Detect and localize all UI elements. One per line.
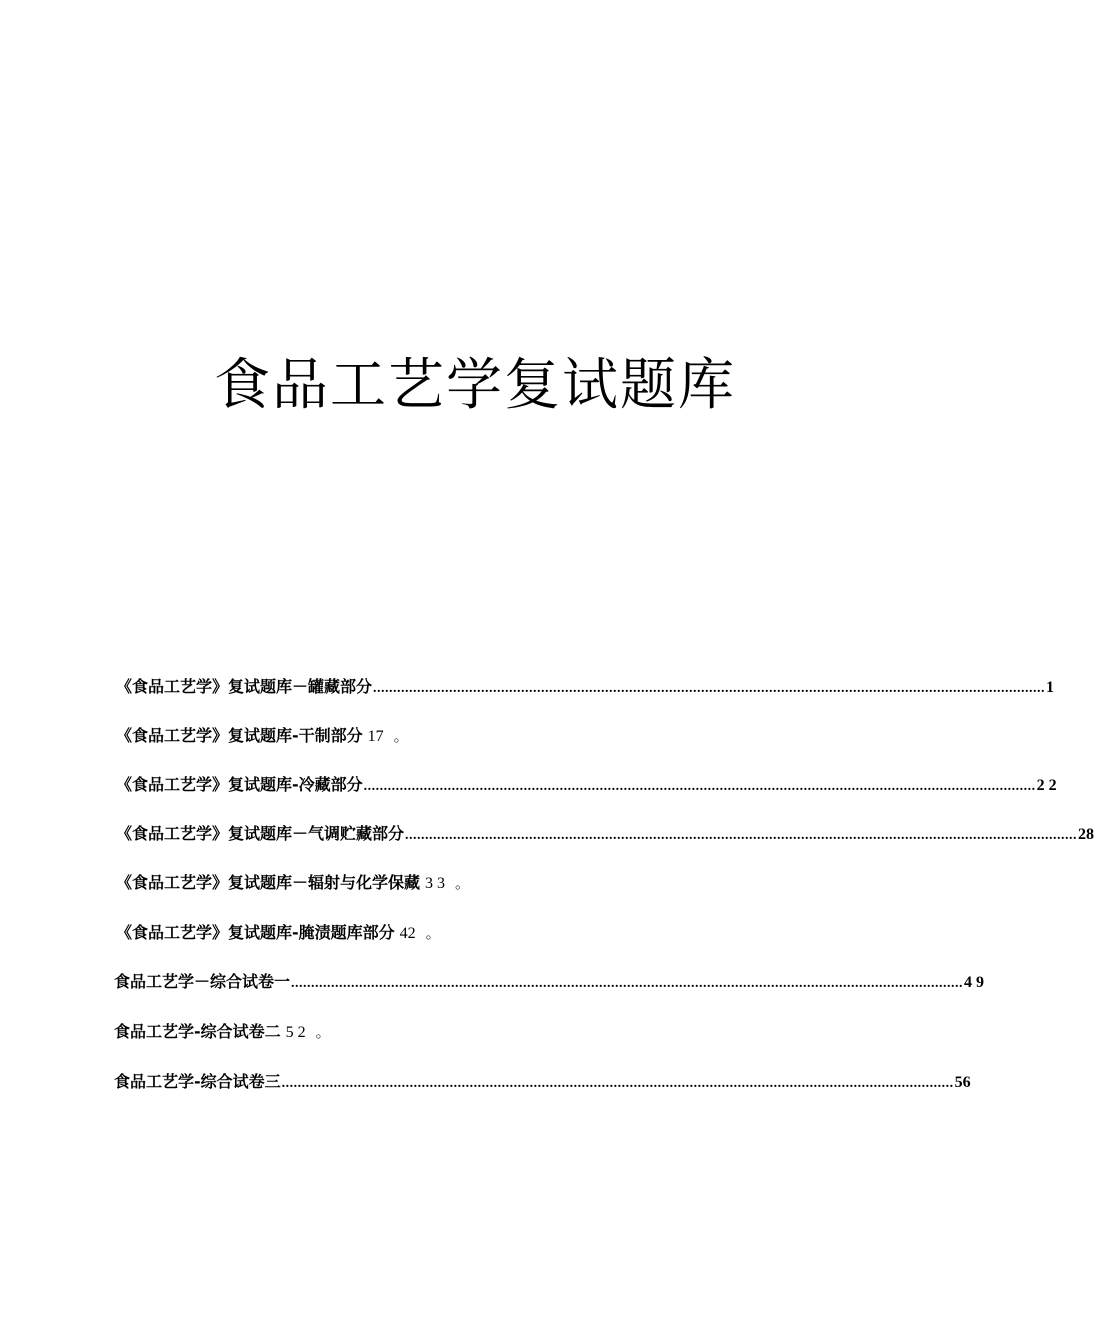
toc-entry-page: 42 — [399, 925, 416, 942]
document-title: 食品工艺学复试题库 — [214, 353, 736, 418]
toc-entry-label: 食品工艺学-综合试卷三 — [114, 1072, 281, 1091]
toc-entry[interactable] — [114, 970, 985, 994]
toc-entry-label: 《食品工艺学》复试题库-干制部分 — [116, 726, 363, 745]
toc-entry-label: 《食品工艺学》复试题库－气调贮藏部分 — [116, 824, 405, 843]
toc-entry-page: 2 2 — [1036, 777, 1057, 794]
toc-entry-mark: 。 — [425, 924, 441, 942]
toc-leader-dots: ........................................................................................................................................................................ — [291, 976, 964, 991]
toc-entry-label: 《食品工艺学》复试题库－辐射与化学保藏 — [116, 873, 421, 892]
toc-entry-page: 56 — [954, 1074, 971, 1091]
toc-entry-mark: 。 — [393, 727, 409, 745]
toc-entry-page: 3 3 — [425, 875, 446, 892]
toc-entry-label: 食品工艺学-综合试卷二 — [114, 1022, 281, 1041]
toc-leader-dots: ........................................................................................................................................................................ — [373, 681, 1046, 696]
toc-entry[interactable] — [116, 921, 441, 945]
toc-entry-page: 4 9 — [964, 974, 985, 991]
toc-entry[interactable] — [116, 822, 1094, 846]
toc-entry[interactable] — [114, 1070, 971, 1094]
toc-entry-label: 《食品工艺学》复试题库-腌渍题库部分 — [116, 923, 395, 942]
toc-entry[interactable] — [114, 1020, 331, 1044]
toc-leader-dots: ........................................................................................................................................................................ — [405, 828, 1078, 843]
toc-entry-page: 1 — [1046, 679, 1055, 696]
toc-entry-page: 17 — [367, 728, 384, 745]
toc-entry-page: 5 2 — [285, 1024, 306, 1041]
toc-leader-dots: ........................................................................................................................................................................ — [363, 779, 1036, 794]
toc-entry[interactable] — [116, 724, 409, 748]
toc-entry[interactable] — [116, 871, 470, 895]
toc-entry-page: 28 — [1078, 826, 1094, 843]
toc-entry[interactable] — [116, 773, 1057, 797]
toc-entry-label: 食品工艺学－综合试卷一 — [114, 972, 291, 991]
toc-leader-dots: ........................................................................................................................................................................ — [281, 1076, 954, 1091]
toc-entry-label: 《食品工艺学》复试题库-冷藏部分 — [116, 775, 363, 794]
toc-entry-mark: 。 — [455, 874, 471, 892]
toc-entry-mark: 。 — [315, 1023, 331, 1041]
toc-entry-label: 《食品工艺学》复试题库－罐藏部分 — [116, 677, 373, 696]
toc-entry[interactable] — [116, 675, 1055, 699]
